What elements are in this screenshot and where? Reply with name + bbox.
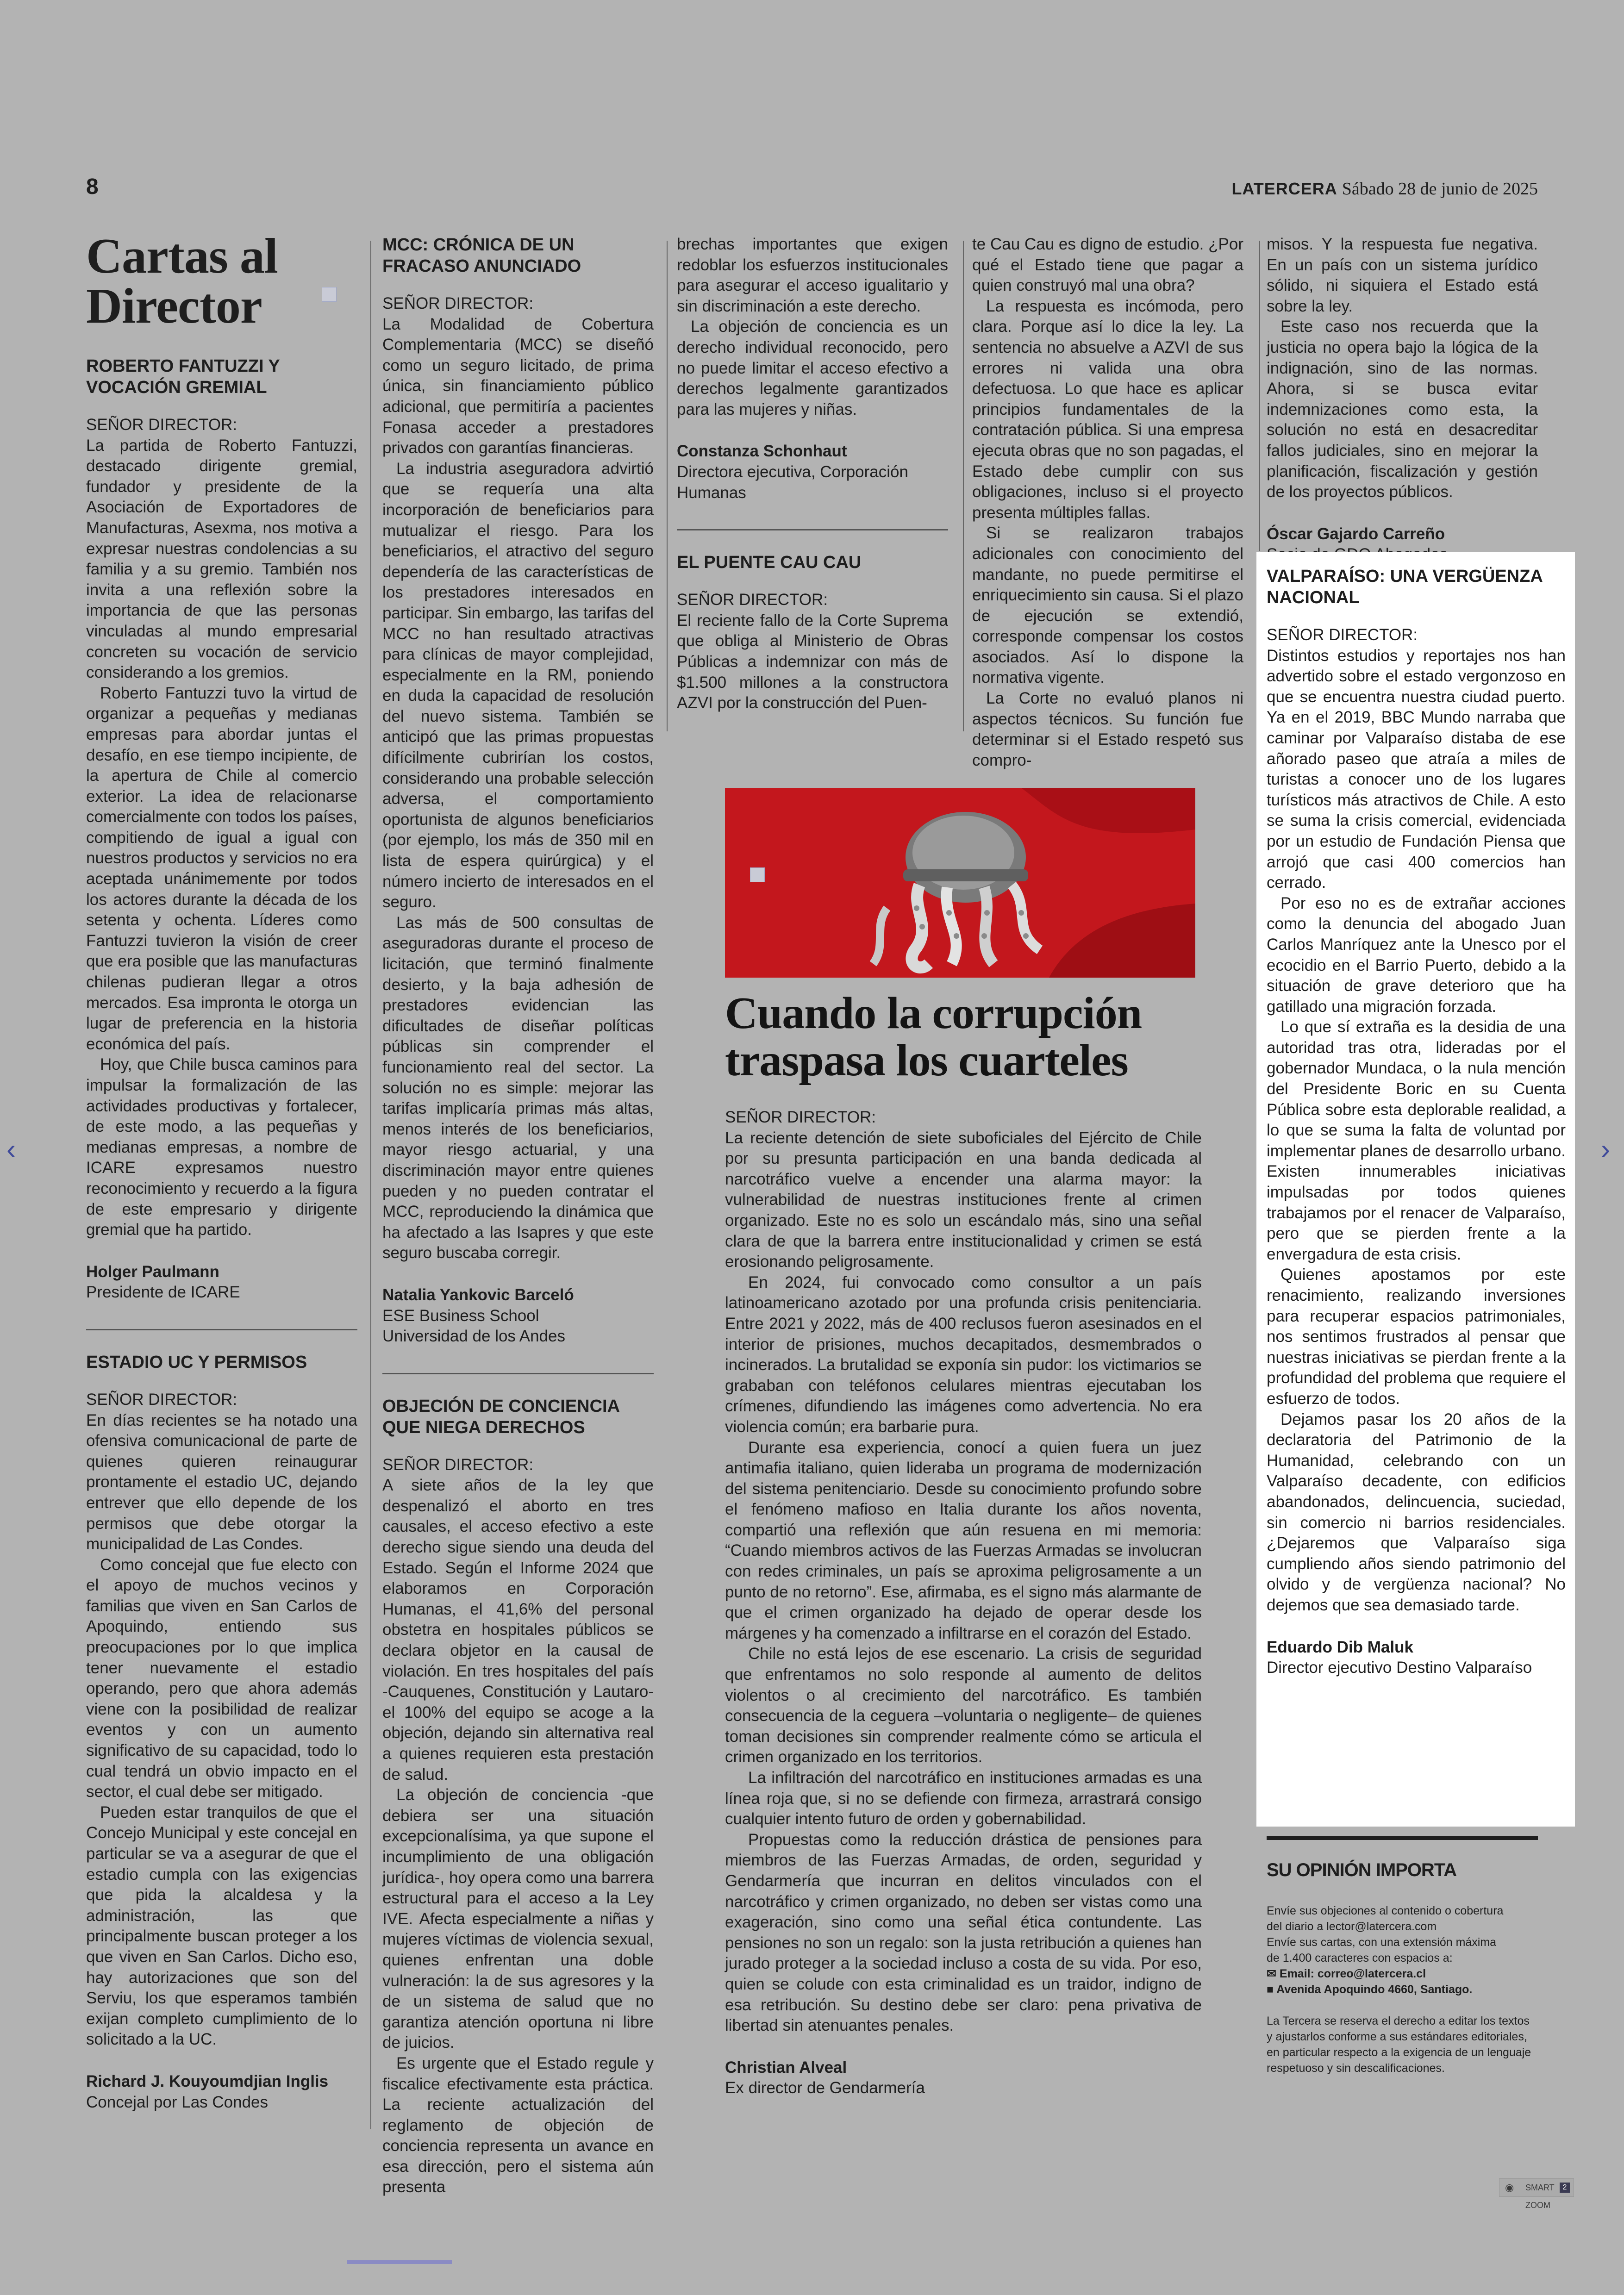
reader-opinion-panel	[1267, 1836, 1538, 2076]
letter-paragraph: misos. Y la respuesta fue negativa. En un país con un sistema jurídico sólido, ni siquiera el Estado está sobre la ley.	[1267, 235, 1538, 315]
column-3	[677, 234, 948, 714]
letter-signer-role: Concejal por Las Condes	[86, 2093, 269, 2111]
brand-name: LATERCERA	[1231, 179, 1337, 198]
letter-paragraph: La industria aseguradora advirtió que se requería una alta incorporación de beneficiarios para mutualizar el riesgo. Para los beneficiarios, el atractivo del seguro dependería de las características de los prestadores interesados en participar. Sin embargo, las tarifas del MCC no han resultado atractivas para clínicas de mayor complejidad, especialmente en la RM, poniendo en duda la capacidad de resolución del nuevo sistema. También se anticipó que las primas propuestas difícilmente cubrirían los costos, considerando una probable selección adversa, el comportamiento oportunista de algunos beneficiarios (por ejemplo, los más de 350 mil en lista de espera quirúrgica) y el número incierto de interesados en el seguro.	[382, 459, 654, 911]
letter-paragraph: La objeción de conciencia es un derecho individual reconocido, pero no puede limitar el acceso efectivo a derechos legalmente garantizados para las mujeres y niñas.	[677, 318, 948, 418]
letter-signer-role: Presidente de ICARE	[86, 1283, 240, 1302]
panel-note: en particular respecto a la exigencia de un lenguaje	[1267, 2046, 1531, 2059]
salutation: SEÑOR DIRECTOR:	[382, 294, 534, 312]
panel-address: ■ Avenida Apoquindo 4660, Santiago.	[1267, 1983, 1473, 1996]
salutation: SEÑOR DIRECTOR:	[382, 1455, 534, 1474]
feature-paragraph: La infiltración del narcotráfico en instituciones armadas es una línea roja que, si no se defiende con firmeza, arrastrará consigo cualquier intento futuro de orden y gobernabilidad.	[725, 1769, 1202, 1828]
letter-signer-role: Directora ejecutiva, Corporación Humanas	[677, 462, 908, 502]
letter-paragraph: Si se realizaron trabajos adicionales con conocimiento del mandante, no puede permitirse el enriquecimiento sin causa. Si el plazo de ejecución se extendió, corresponde compensar los costos asociados. Así lo dispone la normativa vigente.	[972, 524, 1243, 687]
page-number: 8	[86, 175, 99, 199]
reading-progress-bar	[347, 2260, 452, 2264]
feature-paragraph: Chile no está lejos de ese escenario. La crisis de seguridad que enfrentamos no solo responde al aumento de delitos violentos o al crecimiento del narcotráfico. Es también consecuencia de la ceguera –voluntaria o negligente– de quienes toman decisiones sin comprender realmente cómo se articula el crimen organizado en los territorios.	[725, 1645, 1202, 1766]
smart-zoom-button[interactable]	[1499, 2178, 1574, 2210]
masthead	[1231, 179, 1538, 199]
panel-text: Envíe sus cartas, con una extensión máxima	[1267, 1936, 1497, 1949]
panel-text: del diario a lector@latercera.com	[1267, 1920, 1437, 1933]
feature-paragraph: En 2024, fui convocado como consultor a un país latinoamericano azotado por una profunda crisis penitenciaria. Entre 2021 y 2022, más de 400 reclusos fueron asesinados en el interior de prisiones, muchos decapitados, desmembrados o incinerados. La brutalidad se exponía sin pudor: los victimarios se grababan con teléfonos celulares mientras ejecutaban los crímenes, difundiendo las imágenes como advertencia. No era violencia común; era barbarie pura.	[725, 1273, 1202, 1436]
letter-signer: Natalia Yankovic Barceló	[382, 1285, 574, 1304]
mailbox-icon: ■	[1267, 1983, 1277, 1996]
feature-paragraph: Durante esa experiencia, conocí a quien fuera un juez antimafia italiano, quien lideraba un programa de modernización del sistema penitenciario. Desde su conocimiento profundo sobre el fenómeno mafioso en Italia durante los años noventa, compartió una reflexión que aún resuena en mi memoria: “Cuando miembros activos de las Fuerzas Armadas se involucran con redes criminales, un país se aproxima peligrosamente a un punto de no retorno”. Ese, afirmaba, es el signo más alarmante de que el crimen organizado ha dejado de operar desde los márgenes y ha comenzado a infiltrarse en el corazón del Estado.	[725, 1438, 1202, 1642]
column-divider	[370, 241, 371, 2129]
panel-email: ✉ Email: correo@latercera.cl	[1267, 1967, 1426, 1980]
column-2	[382, 234, 654, 2198]
eye-icon: ◉	[1505, 2182, 1514, 2193]
panel-title: SU OPINIÓN IMPORTA	[1267, 1860, 1457, 1880]
letter-signer: Eduardo Dib Maluk	[1267, 1638, 1413, 1656]
letter-paragraph: Las más de 500 consultas de aseguradoras durante el proceso de licitación, que terminó finalmente desierto, y la baja adhesión de prestadores evidencian las dificultades de diseñar políticas públicas sin comprender el funcionamiento real del sector. La solución no es simple: mejorar las tarifas implicaría primas más altas, menos interés de los beneficiarios, mayor riesgo actuarial, y una discriminación mayor entre quienes pueden y no pueden contratar el MCC, reproduciendo la dinámica que ha afectado a las Isapres y que este seguro buscaba corregir.	[382, 913, 654, 1262]
letter-paragraph: Hoy, que Chile busca caminos para impulsar la formalización de las actividades productivas y fortalecer, de este modo, a las pequeñas y medianas empresas, a nombre de ICARE expresamos nuestro reconocimiento y recuerdo a la figura de este empresario y dirigente gremial que ha partido.	[86, 1055, 357, 1239]
smart-zoom-label: SMART ZOOM	[1525, 2183, 1555, 2210]
letter-separator	[677, 529, 948, 530]
letter-heading: ESTADIO UC Y PERMISOS	[86, 1352, 307, 1372]
letter-signer-role: ESE Business School	[382, 1306, 539, 1325]
letter-paragraph: En días recientes se ha notado una ofensiva comunicacional de parte de quienes quieren reinaugurar prontamente el estadio UC, dejando entrever que ello depende de los permisos que debe otorgar la municipalidad de Las Condes.	[86, 1411, 357, 1553]
letter-paragraph: La partida de Roberto Fantuzzi, destacado dirigente gremial, fundador y presidente de la Asociación de Exportadores de Manufacturas, Asexma, nos motiva a expresar nuestras condolencias a su familia y a su gremio. También nos invita a una reflexión sobre la importancia de que las personas vinculadas al mundo empresarial concreten su vocación de servicio considerando a los gremios.	[86, 436, 357, 682]
image-placeholder-icon	[322, 287, 337, 302]
letter-paragraph: Es urgente que el Estado regule y fiscalice efectivamente esta práctica. La reciente actualización del reglamento de objeción de conciencia representa un avance en esa dirección, pero el sistema aún presenta	[382, 2054, 654, 2196]
letter-paragraph: La Corte no evaluó planos ni aspectos técnicos. Su función fue determinar si el Estado respetó sus compro-	[972, 689, 1243, 769]
letter-signer: Richard J. Kouyoumdjian Inglis	[86, 2072, 329, 2090]
letter-signer: Óscar Gajardo Carreño	[1267, 524, 1445, 543]
feature-paragraph: La reciente detención de siete suboficiales del Ejército de Chile por su presunta participación en una banda dedicada al narcotráfico vuelve a encender una alarma mayor: la vulnerabilidad de nuestras instituciones frente al crimen organizado. Este no es solo un escándalo más, sino una señal clara de que la barrera entre institucionalidad y crimen se está erosionando peligrosamente.	[725, 1129, 1202, 1271]
letter-paragraph: Pueden estar tranquilos de que el Concejo Municipal y este concejal en particular se va a asegurar de que el estadio cumpla con las exigencias que pida la alcaldesa y la administración, las que principalmente buscan proteger a los que viven en San Carlos. Dicho eso, hay autorizaciones que son del Serviu, los que esperamos también exijan completo cumplimiento de lo solicitado a la UC.	[86, 1803, 357, 2049]
letter-paragraph: A siete años de la ley que despenalizó el aborto en tres causales, el acceso efectivo a este derecho sigue siendo una deuda del Estado. Según el Informe 2024 que elaboramos en Corporación Humanas, el 41,6% del personal obstetra en hospitales públicos se declara objetor en la causal de violación. En tres hospitales del país -Cauquenes, Constitución y Lautaro- el 100% del equipo se acoge a la objeción, dejando sin alternativa real a quienes requieren esta prestación de salud.	[382, 1476, 654, 1784]
letter-signer-role: Universidad de los Andes	[382, 1327, 565, 1346]
letter-heading: ROBERTO FANTUZZI Y VOCACIÓN GREMIAL	[86, 356, 280, 397]
next-page-arrow-icon[interactable]: ›	[1601, 1134, 1610, 1165]
letter-heading: VALPARAÍSO: UNA VERGÜENZA NACIONAL	[1267, 567, 1543, 607]
letter-signer: Holger Paulmann	[86, 1262, 219, 1281]
letter-paragraph: La objeción de conciencia -que debiera ser una situación excepcionalísima, ya que supone el incumplimiento de una obligación jurídica-, hoy opera como una barrera estructural para el acceso a la Ley IVE. Afecta especialmente a niñas y mujeres víctimas de violencia sexual, quienes enfrentan una doble vulneración: la de sus agresores y la de un sistema de salud que no garantiza atención oportuna ni libre de juicios.	[382, 1786, 654, 2052]
previous-page-arrow-icon[interactable]: ‹	[6, 1134, 16, 1165]
highlighted-letter	[1267, 566, 1566, 1678]
letter-heading: EL PUENTE CAU CAU	[677, 553, 862, 573]
panel-note: respetuoso y sin descalificaciones.	[1267, 2062, 1445, 2075]
letter-paragraph: te Cau Cau es digno de estudio. ¿Por qué el Estado tiene que pagar a quien construyó mal una obra?	[972, 235, 1243, 295]
feature-paragraph: Propuestas como la reducción drástica de pensiones para miembros de las Fuerzas Armadas, de orden, seguridad y Gendarmería que incurran en delitos vinculados con el narcotráfico y crimen organizado, no deben ser vistas como una exageración, sino como una señal ética contundente. Las pensiones no son un regalo: son la justa retribución a quienes han jurado proteger a la sociedad incluso a costa de su vida. Por eso, quien se colude con esta criminalidad es un traidor, indigno de esa retribución. Su destino debe ser claro: pena privativa de libertad sin atenuantes penales.	[725, 1830, 1202, 2035]
letter-paragraph: Dejamos pasar los 20 años de la declaratoria del Patrimonio de la Humanidad, celebrando con un Valparaíso decadente, con edificios abandonados, delincuencia, suciedad, sin comercio ni barrios residenciales. ¿Dejaremos que Valparaíso siga cumpliendo años siendo patrimonio del olvido y de vergüenza nacional? No dejemos que sea demasiado tarde.	[1267, 1410, 1566, 1614]
issue-date: Sábado 28 de junio de 2025	[1342, 179, 1538, 199]
letter-paragraph: La respuesta es incómoda, pero clara. Porque así lo dice la ley. La sentencia no absuelve a AZVI de sus errores ni valida una obra defectuosa. Lo que hace es aplicar principios fundamentales de la contratación pública. Si una empresa ejecuta obras que no son pagadas, el Estado debe cumplir con sus obligaciones, incluso si el proyecto presenta múltiples fallas.	[972, 297, 1243, 522]
salutation: SEÑOR DIRECTOR:	[677, 591, 828, 609]
feature-photo	[725, 788, 1195, 978]
column-1	[86, 231, 357, 2113]
letter-separator	[382, 1373, 654, 1374]
letter-signer-role: Ex director de Gendarmería	[725, 2079, 925, 2097]
letter-paragraph: brechas importantes que exigen redoblar los esfuerzos institucionales para asegurar el acceso igualitario y sin discriminación a este derecho.	[677, 235, 948, 315]
letter-heading: MCC: CRÓNICA DE UN FRACASO ANUNCIADO	[382, 235, 581, 276]
letter-paragraph: Como concejal que fue electo con el apoyo de muchos vecinos y familias que viven en San Carlos de Apoquindo, entiendo sus preocupaciones por lo que implica tener nuevamente el estadio operando, pero que ahora además viene con la posibilidad de realizar eventos y con un aumento significativo de su capacidad, todo lo cual tendrá un obvio impacto en el sector, el cual debe ser mitigado.	[86, 1555, 357, 1801]
letter-paragraph: Por eso no es de extrañar acciones como la denuncia del abogado Juan Carlos Manríquez ante la Unesco por el ecocidio en el Barrio Puerto, debido a la situación de grave deterioro que ha gatillado una migración forzada.	[1267, 894, 1566, 1016]
letter-paragraph: Roberto Fantuzzi tuvo la virtud de organizar a pequeñas y medianas empresas para abordar juntas el desafío, en ese tiempo incipiente, de la apertura de Chile al comercio exterior. La idea de relacionarse comercialmente con todos los países, compitiendo de igual a igual con nuestros productos y servicios no era aceptada unánimemente por todos los actores durante la década de los setenta y ochenta. Líderes como Fantuzzi tuvieron la visión de creer que era posible que las manufacturas chilenas pudieran llegar a otros mercados. Esa impronta le otorga un lugar de preferencia en la historia económica del país.	[86, 684, 357, 1053]
column-4	[972, 234, 1243, 771]
envelope-icon: ✉	[1267, 1967, 1280, 1980]
letter-paragraph: El reciente fallo de la Corte Suprema que obliga al Ministerio de Obras Públicas a indemnizar con más de $1.500 millones a la constructora AZVI por la construcción del Puen-	[677, 611, 948, 712]
salutation: SEÑOR DIRECTOR:	[1267, 626, 1418, 644]
panel-text: de 1.400 caracteres con espacios a:	[1267, 1952, 1453, 1964]
section-title: Cartas al Director	[86, 229, 278, 334]
smart-zoom-count: 2	[1560, 2183, 1570, 2193]
letter-paragraph: Quienes apostamos por este renacimiento, realizando inversiones para recuperar espacios patrimoniales, nos sentimos frustrados al pensar que nuestras iniciativas se pierdan frente a la profundidad del problema que requiere el esfuerzo de todos.	[1267, 1266, 1566, 1408]
letter-paragraph: Lo que sí extraña es la desidia de una autoridad tras otra, lideradas por el gobernador Mundaca, o la nula mención del Presidente Boric en su Cuenta Pública sobre esta deplorable realidad, a lo que se suma la falta de voluntad por implementar planes de desarrollo urbano. Existen innumerables iniciativas impulsadas por todos quienes trabajamos por el renacer de Valparaíso, pero que se pierden frente a la envergadura de esta crisis.	[1267, 1018, 1566, 1263]
letter-signer: Constanza Schonhaut	[677, 442, 847, 461]
salutation: SEÑOR DIRECTOR:	[725, 1108, 876, 1126]
panel-top-rule	[1267, 1836, 1538, 1840]
salutation: SEÑOR DIRECTOR:	[86, 1390, 237, 1409]
panel-note: La Tercera se reserva el derecho a editar los textos	[1267, 2014, 1530, 2027]
feature-letter	[725, 1107, 1202, 2099]
feature-headline: Cuando la corrupción traspasa los cuarteles	[725, 988, 1142, 1085]
column-divider	[963, 241, 964, 731]
panel-note: y ajustarlos conforme a sus estándares editoriales,	[1267, 2030, 1527, 2043]
image-placeholder-icon	[750, 867, 765, 882]
letter-paragraph: La Modalidad de Cobertura Complementaria (MCC) se diseñó como un seguro licitado, de prima única, sin financiamiento público adicional, que permitiría a pacientes Fonasa acceder a prestadores privados con garantías financieras.	[382, 315, 654, 457]
letter-separator	[86, 1329, 357, 1330]
letter-signer-role: Director ejecutivo Destino Valparaíso	[1267, 1659, 1532, 1677]
letter-signer: Christian Alveal	[725, 2058, 847, 2077]
column-divider	[667, 241, 668, 731]
panel-text: Envíe sus objeciones al contenido o cobertura	[1267, 1904, 1504, 1917]
letter-paragraph: Este caso nos recuerda que la justicia no opera bajo la lógica de la indignación, sino de las normas. Ahora, si se busca evitar indemnizaciones como esta, la solución no está en desacreditar fallos judiciales, sino en mejorar la planificación, fiscalización y gestión de los proyectos públicos.	[1267, 318, 1538, 501]
letter-heading: OBJECIÓN DE CONCIENCIA QUE NIEGA DERECHOS	[382, 1396, 619, 1437]
helmet-octopus-illustration	[725, 788, 1195, 978]
column-divider	[1259, 241, 1260, 551]
column-5	[1267, 234, 1538, 565]
letter-paragraph: Distintos estudios y reportajes nos han advertido sobre el estado vergonzoso en que se encuentra nuestra ciudad puerto. Ya en el 2019, BBC Mundo narraba que caminar por Valparaíso distaba de ese añorado paseo que atraía a miles de turistas a conocer uno de los lugares turísticos más atractivos de Chile. A esto se suma la crisis comercial, evidenciada por un estudio de Fundación Piensa que arrojó que casi 400 comercios han cerrado.	[1267, 646, 1566, 892]
salutation: SEÑOR DIRECTOR:	[86, 416, 237, 434]
